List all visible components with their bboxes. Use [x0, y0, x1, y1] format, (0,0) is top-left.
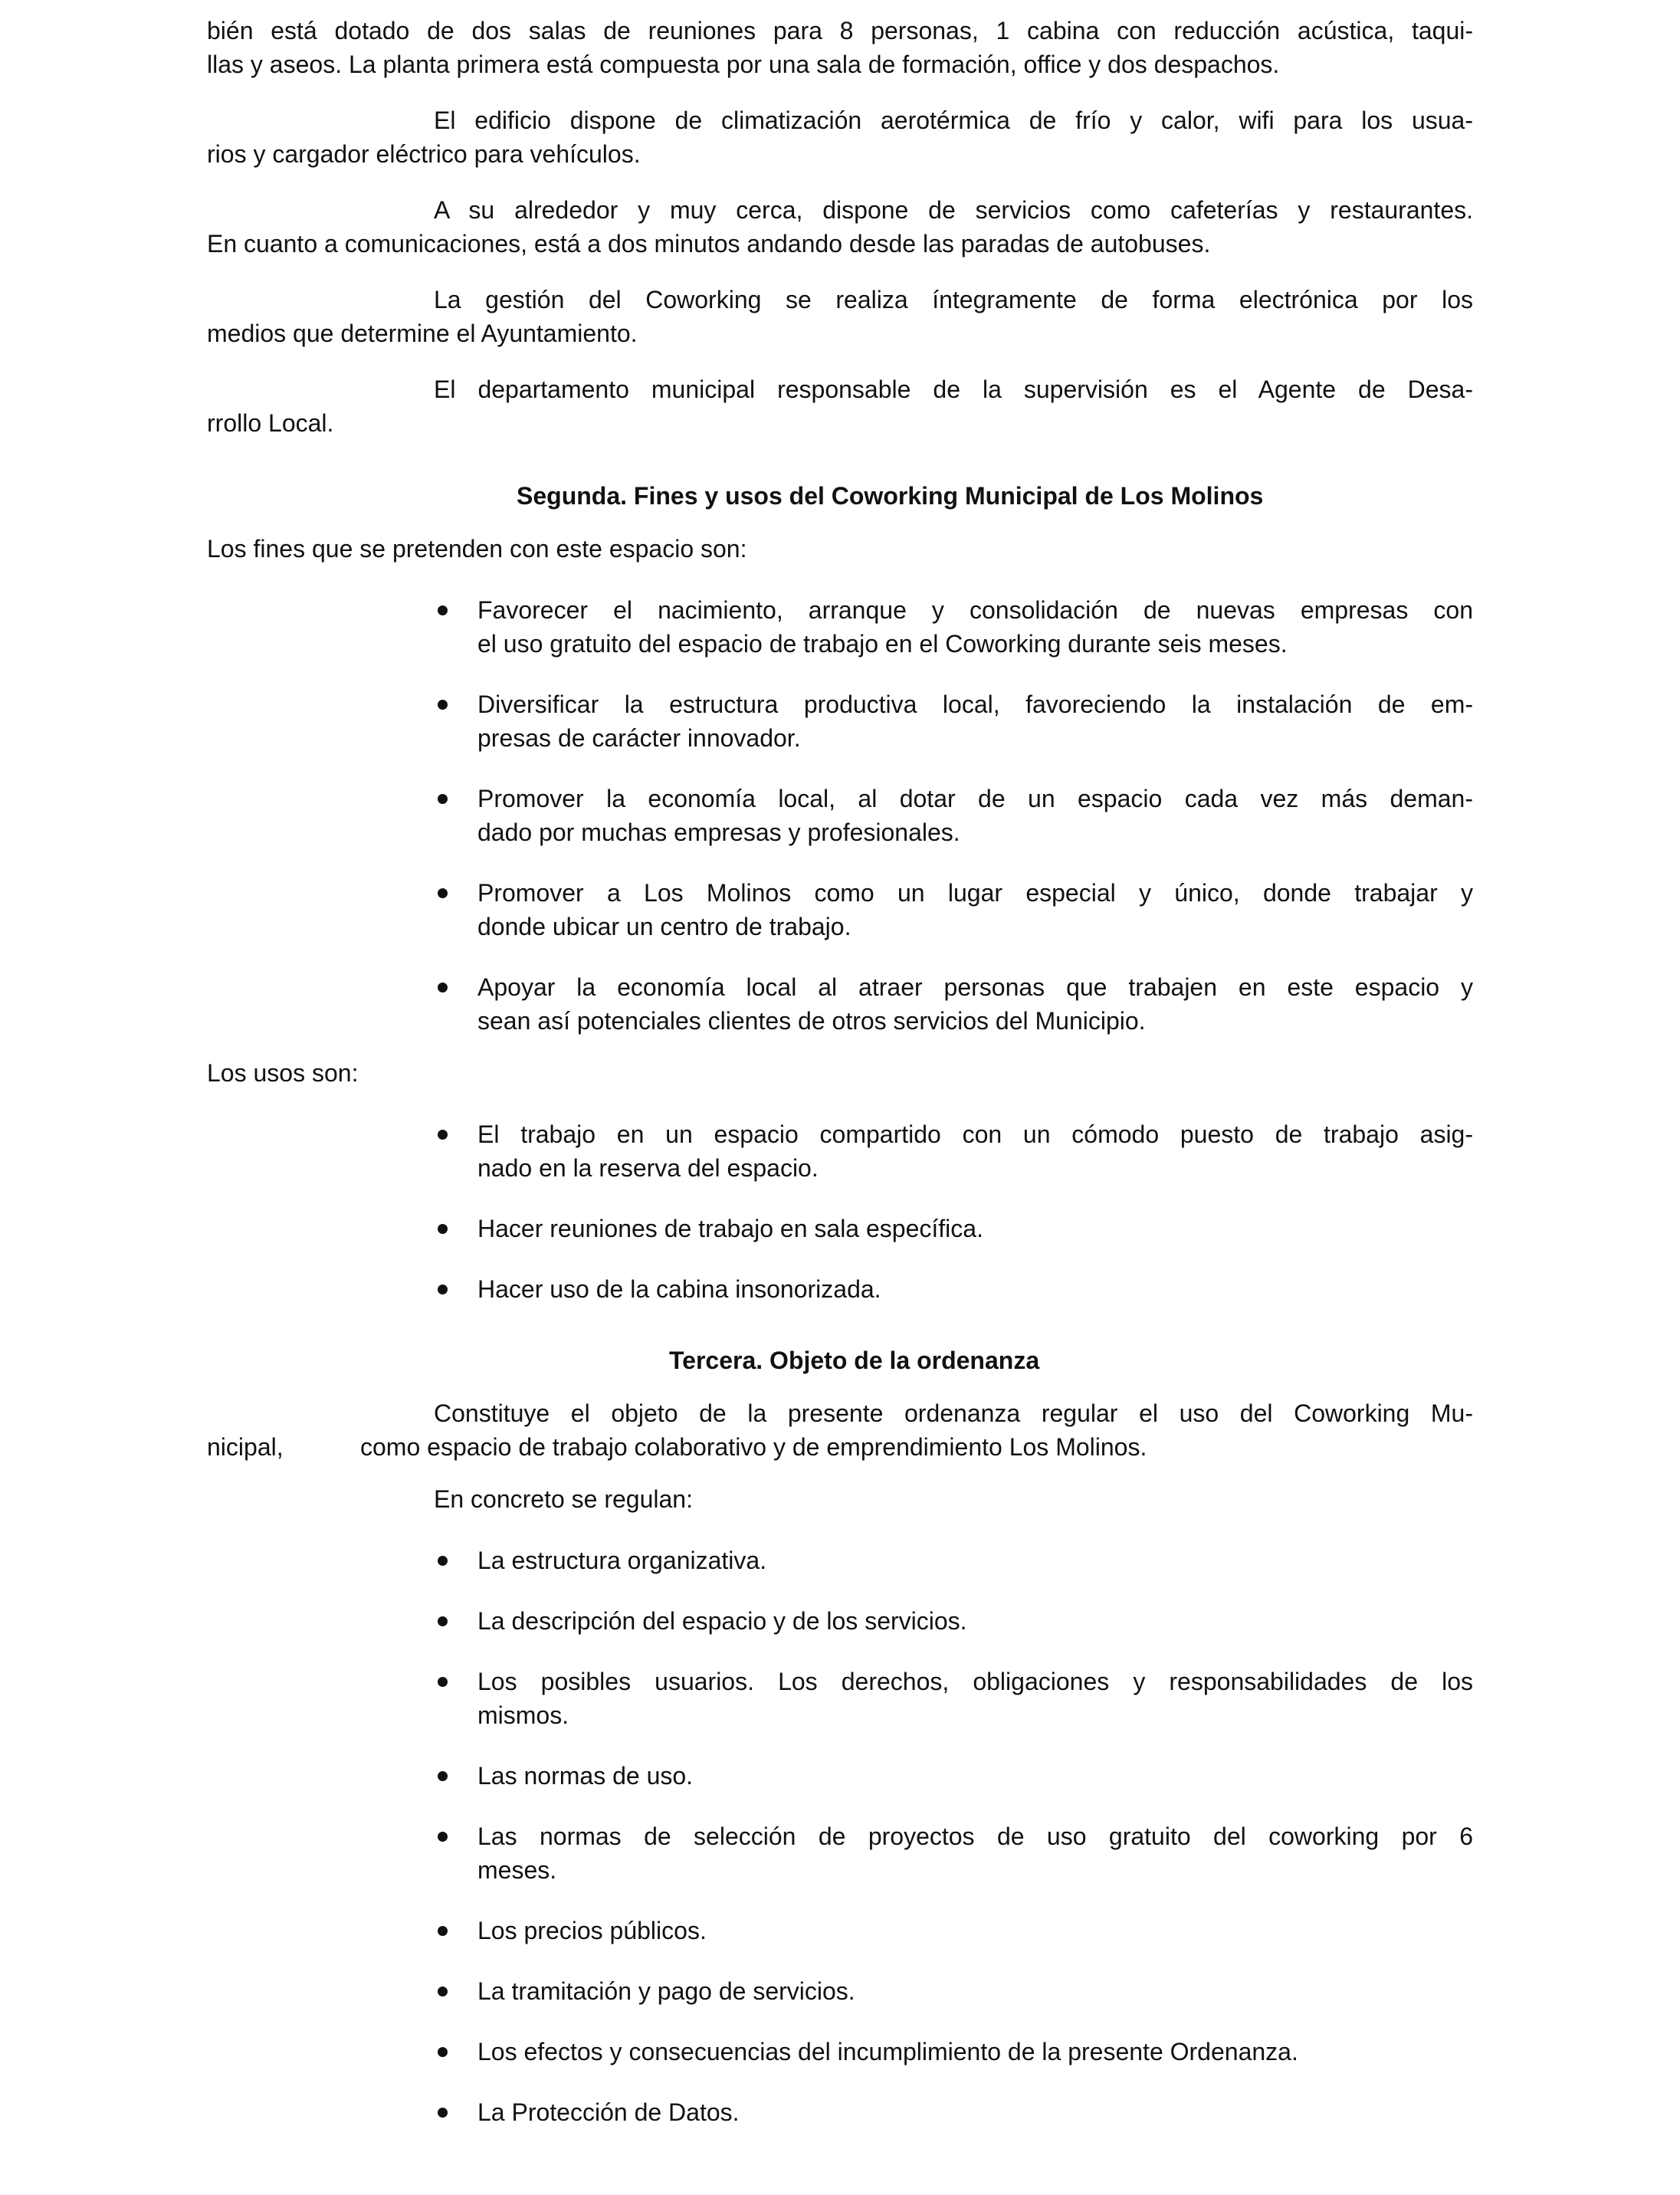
list-item-line: el uso gratuito del espacio de trabajo en el Coworking durante seis meses. [477, 630, 1288, 658]
list-item [207, 1974, 1473, 2008]
list-item-line: Diversificar la estructura productiva local, favoreciendo la instalación de em- [477, 691, 1473, 718]
paragraph-line [207, 1430, 1473, 1464]
list-item-line: donde ubicar un centro de trabajo. [477, 913, 851, 940]
paragraph-line: En cuanto a comunicaciones, está a dos minutos andando desde las paradas de autobuses. [207, 230, 1211, 258]
list-item-line: Las normas de selección de proyectos de uso gratuito del coworking por 6 [477, 1823, 1473, 1850]
list-item [207, 1759, 1473, 1793]
bullet-icon [438, 605, 448, 615]
list-item-line: mismos. [477, 1701, 569, 1729]
list-item-line: Las normas de uso. [477, 1762, 694, 1790]
bullet-icon [438, 1556, 448, 1566]
bullet-icon [438, 888, 448, 898]
bullet-icon [438, 1224, 448, 1234]
paragraph [207, 103, 1473, 171]
section-heading: Tercera. Objeto de la ordenanza [669, 1347, 1040, 1374]
paragraph-line: rrollo Local. [207, 409, 334, 437]
bullet-icon [438, 983, 448, 993]
paragraph-line: rios y cargador eléctrico para vehículos. [207, 140, 641, 168]
bullet-icon [438, 2047, 448, 2057]
list-item-line: Los posibles usuarios. Los derechos, obligaciones y responsabilidades de los [477, 1668, 1473, 1695]
list-item-line: La estructura organizativa. [477, 1547, 767, 1574]
intro-text: En concreto se regulan: [434, 1485, 693, 1513]
bullet-icon [438, 2108, 448, 2118]
list-item-line: Los efectos y consecuencias del incumplimiento de la presente Ordenanza. [477, 2038, 1298, 2065]
list-item [207, 593, 1473, 661]
paragraph-fragment: como espacio de trabajo colaborativo y de emprendimiento Los Molinos. [360, 1433, 1147, 1461]
paragraph-line: bién está dotado de dos salas de reuniones para 8 personas, 1 cabina con reducción acústica, taqui- [207, 17, 1473, 44]
list-item [207, 687, 1473, 755]
paragraph [207, 1396, 1473, 1464]
bullet-icon [438, 700, 448, 710]
bullet-icon [438, 1987, 448, 1996]
list-item-line: sean así potenciales clientes de otros servicios del Municipio. [477, 1007, 1146, 1035]
list-item-line: Apoyar la economía local al atraer personas que trabajen en este espacio y [477, 973, 1473, 1001]
list-item-line: La tramitación y pago de servicios. [477, 1977, 855, 2005]
list-item-line: Promover la economía local, al dotar de un espacio cada vez más deman- [477, 785, 1473, 812]
list-item-line: Promover a Los Molinos como un lugar especial y único, donde trabajar y [477, 879, 1473, 907]
paragraph-line: A su alrededor y muy cerca, dispone de servicios como cafeterías y restaurantes. [434, 196, 1473, 224]
bullet-icon [438, 1677, 448, 1687]
list-item [207, 1544, 1473, 1577]
paragraph-line: La gestión del Coworking se realiza íntegramente de forma electrónica por los [434, 286, 1473, 313]
bullet-icon [438, 1926, 448, 1936]
bullet-icon [438, 1771, 448, 1781]
list-item-line: presas de carácter innovador. [477, 724, 801, 752]
list-item [207, 1272, 1473, 1306]
paragraph-line: El edificio dispone de climatización aerotérmica de frío y calor, wifi para los usua- [434, 107, 1473, 134]
paragraph [207, 14, 1473, 81]
paragraph [207, 193, 1473, 261]
list-item [207, 970, 1473, 1038]
list-item-line: meses. [477, 1856, 557, 1884]
list-item-line: La descripción del espacio y de los servicios. [477, 1607, 967, 1635]
bullet-icon [438, 794, 448, 804]
bullet-icon [438, 1130, 448, 1140]
bullet-icon [438, 1832, 448, 1842]
list-item [207, 1117, 1473, 1185]
paragraph-line: Constituye el objeto de la presente ordenanza regular el uso del Coworking Mu- [434, 1399, 1473, 1427]
paragraph [207, 372, 1473, 440]
bullet-icon [438, 1285, 448, 1294]
list-item [207, 876, 1473, 943]
document-page [207, 14, 1473, 2129]
list-item-line: dado por muchas empresas y profesionales. [477, 819, 960, 846]
list-item [207, 1604, 1473, 1638]
list-item [207, 2035, 1473, 2069]
list-item-line: Los precios públicos. [477, 1917, 707, 1944]
list-item-line: Favorecer el nacimiento, arranque y consolidación de nuevas empresas con [477, 596, 1473, 624]
list-item-line: El trabajo en un espacio compartido con un cómodo puesto de trabajo asig- [477, 1120, 1473, 1148]
paragraph-line: llas y aseos. La planta primera está compuesta por una sala de formación, office y dos despachos. [207, 51, 1280, 78]
list-item [207, 1665, 1473, 1732]
intro-text: Los fines que se pretenden con este espacio son: [207, 535, 747, 563]
list-item-line: Hacer uso de la cabina insonorizada. [477, 1275, 881, 1303]
list-item [207, 782, 1473, 849]
section-heading: Segunda. Fines y usos del Coworking Municipal de Los Molinos [517, 482, 1264, 510]
paragraph-line: El departamento municipal responsable de la supervisión es el Agente de Desa- [434, 376, 1473, 403]
list-item-line: Hacer reuniones de trabajo en sala específica. [477, 1215, 983, 1242]
list-item-line: nado en la reserva del espacio. [477, 1154, 819, 1182]
bullet-icon [438, 1616, 448, 1626]
list-item [207, 1914, 1473, 1947]
intro-text: Los usos son: [207, 1059, 359, 1087]
paragraph-line: medios que determine el Ayuntamiento. [207, 320, 638, 347]
list-item-line: La Protección de Datos. [477, 2098, 740, 2126]
paragraph [207, 283, 1473, 350]
paragraph-fragment: nicipal, [207, 1433, 284, 1461]
list-item [207, 2095, 1473, 2129]
list-item [207, 1212, 1473, 1245]
list-item [207, 1819, 1473, 1887]
